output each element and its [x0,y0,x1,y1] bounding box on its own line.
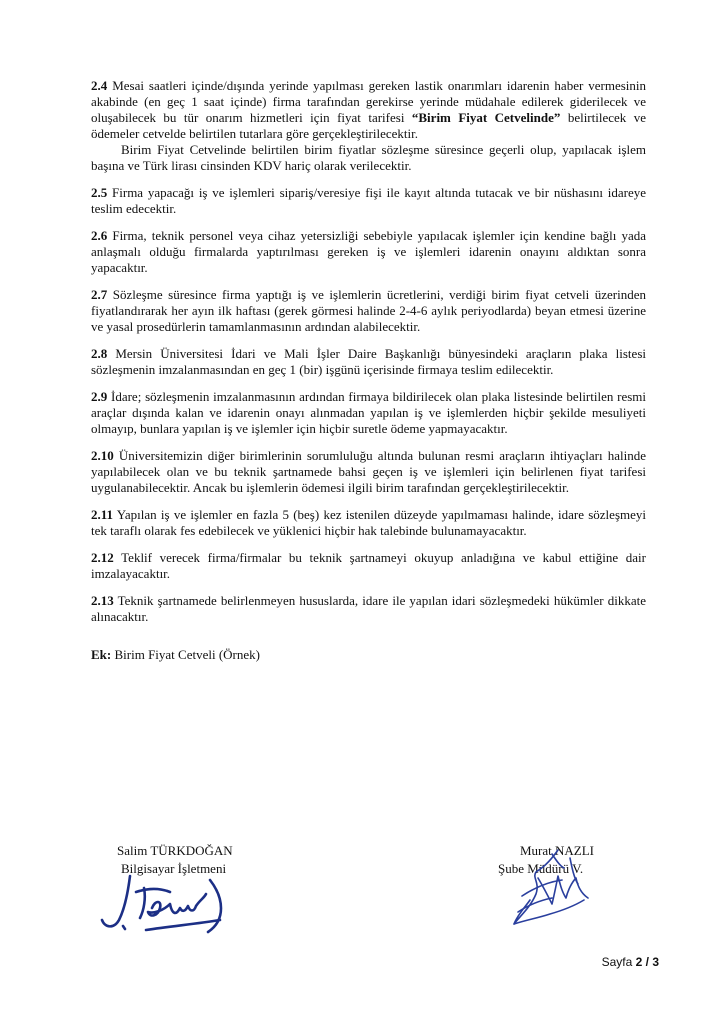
clause-2-7 [91,287,646,335]
annex-line [91,647,646,663]
clause-number: 2.12 [91,550,114,565]
page-number: 2 / 3 [635,955,659,969]
clause-number: 2.13 [91,593,114,608]
clause-text: İdare; sözleşmenin imzalanmasının ardından firmaya bildirilecek olan plaka listesinde belirtilen resmi araçlar dışında kalan ve idarenin onayı alınmadan yapılan iş ve işlemlerden hiçbir şekilde mesuliyeti olmayıp, bunlara yapılan iş ve işlemler için hiçbir suretle ödeme yapmayacaktır. [91,389,646,436]
clause-number: 2.9 [91,389,108,404]
clause-number: 2.10 [91,448,114,463]
clause-2-9 [91,389,646,437]
clause-number: 2.6 [91,228,108,243]
clause-number: 2.11 [91,507,114,522]
right-signatory-title: Şube Müdürü V. [498,861,584,876]
clause-text: Üniversitemizin diğer birimlerinin sorumluluğu altında bulunan resmi araçların ihtiyaçları halinde yapılabilecek olan ve bu teknik şartnamede bahsi geçen iş ve işlemleri için belirlenen fiyat tarifesi uygulanabilecektir. Ancak bu işlemlerin ödemesi ilgili birim tarafından gerçekleştirilecektir. [91,448,646,495]
clause-2-4 [91,78,646,142]
clause-continuation: Birim Fiyat Cetvelinde belirtilen birim fiyatlar sözleşme süresince geçerli olup, yapılacak işlem başına ve Türk lirası cinsinden KDV hariç olarak verilecektir. [91,142,646,173]
clause-text: Mersin Üniversitesi İdari ve Mali İşler Daire Başkanlığı bünyesindeki araçların plaka listesi sözleşmenin imzalanmasından en geç 1 (bir) işgünü içerisinde firmaya teslim edilecektir. [91,346,646,377]
clause-2-12 [91,550,646,582]
left-signatory-name: Salim TÜRKDOĞAN [117,843,233,858]
clause-text: Mesai saatleri içinde/dışında yerinde yapılması gereken lastik onarımları idarenin haber vermesinin akabinde (en geç 1 saat içinde) firma tarafından gerekirse yerinde müdahale edilerek giderilecek ve oluşabilecek bu tür onarım hizmetleri için fiyat tarifesi [91,78,646,125]
left-handwritten-signature [92,868,252,940]
clause-text: Firma yapacağı iş ve işlemleri sipariş/veresiye fişi ile kayıt altında tutacak ve bir nüshasını idareye teslim edecektir. [91,185,646,216]
clause-text: Yapılan iş ve işlemler en fazla 5 (beş) kez istenilen düzeyde yapılmaması halinde, idare sözleşmeyi tek taraflı olarak fes edebilecek ve yüklenici hiçbir hak talebinde bulunamayacaktır. [91,507,646,538]
page-label: Sayfa [601,955,636,969]
annex-text: Birim Fiyat Cetveli (Örnek) [111,647,260,662]
clause-text: Sözleşme süresince firma yaptığı iş ve işlemlerin ücretlerini, verdiği birim fiyat cetveli üzerinden fiyatlandırarak her ayın ilk haftası (gerek görmesi halinde 2-4-6 aylık periyodlarda) beyan etmesi üzerine ve yasal prosedürlerin tamamlanmasının ardından alabilecektir. [91,287,646,334]
clause-number: 2.7 [91,287,108,302]
document-body [91,78,646,674]
annex-label: Ek: [91,647,112,662]
clause-emphasis: “Birim Fiyat Cetvelinde” [411,110,561,125]
clause-2-10 [91,448,646,496]
left-signatory-title: Bilgisayar İşletmeni [121,861,227,876]
page-number-footer [602,955,659,969]
clause-text: Firma, teknik personel veya cihaz yetersizliği sebebiyle yapılacak işlemler için kendine bağlı yada anlaşmalı olduğu firmalarda yaptırılması gereken iş ve işlemleri idarenin onayını aldıktan sonra yapacaktır. [91,228,646,275]
clause-2-8 [91,346,646,378]
clause-2-11 [91,507,646,539]
clause-number: 2.5 [91,185,108,200]
clause-text: belirtilecek ve ödemeler cetvelde belirtilen tutarlara göre gerçekleştirilecektir. [91,110,646,141]
clause-2-6 [91,228,646,276]
clause-text: Teknik şartnamede belirlenmeyen hususlarda, idare ile yapılan idari sözleşmedeki hükümler dikkate alınacaktır. [91,593,646,624]
right-signatory-name: Murat NAZLI [520,843,595,858]
clause-2-5 [91,185,646,217]
clause-text: Teklif verecek firma/firmalar bu teknik şartnameyi okuyup anladığına ve kabul ettiğine dair imzalayacaktır. [91,550,646,581]
clause-number: 2.8 [91,346,108,361]
clause-number: 2.4 [91,78,108,93]
clause-2-13 [91,593,646,625]
right-handwritten-signature [478,838,628,938]
